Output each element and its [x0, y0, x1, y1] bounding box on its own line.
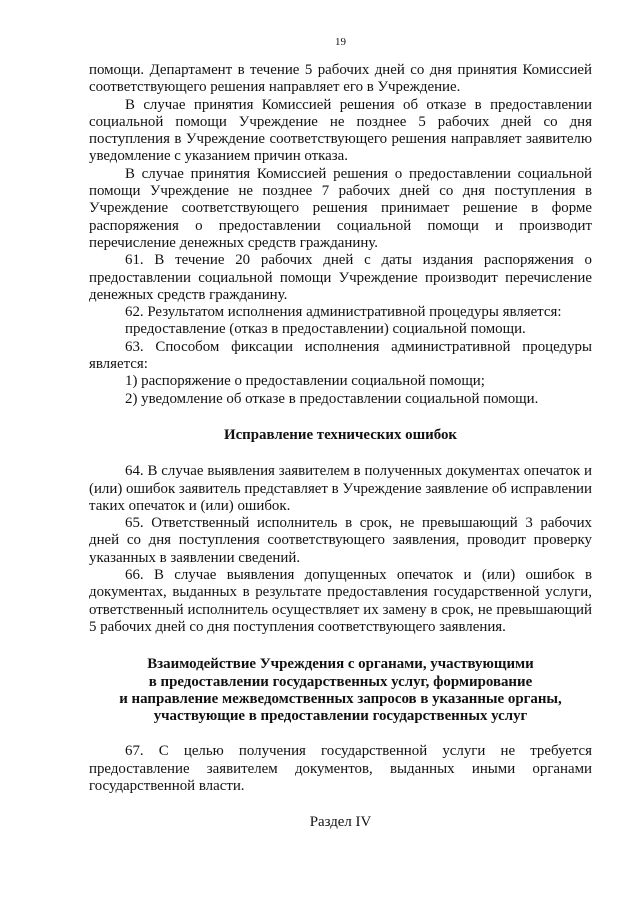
- paragraph-62-result: предоставление (отказ в предоставлении) социальной помощи.: [125, 321, 526, 338]
- heading-interaction: [89, 656, 592, 725]
- heading-interaction-line-3: и направление межведомственных запросов в указанные органы,: [119, 690, 562, 707]
- paragraph-63: 63. Способом фиксации исполнения административной процедуры является:: [89, 338, 592, 373]
- paragraph-64: 64. В случае выявления заявителем в полученных документах опечаток и (или) ошибок заявитель представляет в Учреждение заявление об исправлении таких опечаток и (или) ошибок.: [89, 463, 592, 514]
- heading-interaction-line-4: участвующие в предоставлении государственных услуг: [153, 708, 528, 725]
- heading-technical-errors: Исправление технических ошибок: [223, 426, 458, 443]
- paragraph-refusal: В случае принятия Комиссией решения об отказе в предоставлении социальной помощи Учреждение не позднее 5 рабочих дней со дня поступления в Учреждение соответствующего решения направляет заявителю уведомление с указанием причин отказа.: [89, 96, 592, 165]
- paragraph-66: 66. В случае выявления допущенных опечаток и (или) ошибок в документах, выданных в результате предоставления государственной услуги, ответственный исполнитель осуществляет их замену в срок, не превышающий 5 рабочих дней со дня поступления соответствующего заявления.: [89, 567, 592, 635]
- paragraph-67: 67. С целью получения государственной услуги не требуется предоставление заявителем документов, выданных иными органами государственной власти.: [89, 743, 592, 794]
- section-title: Раздел IV: [309, 814, 372, 831]
- paragraph-61: 61. В течение 20 рабочих дней с даты издания распоряжения о предоставлении социальной помощи Учреждение производит перечисление денежных средств гражданину.: [89, 252, 592, 303]
- heading-interaction-line-1: Взаимодействие Учреждения с органами, участвующими: [147, 656, 534, 673]
- list-item-2: 2) уведомление об отказе в предоставлении социальной помощи.: [125, 390, 539, 407]
- paragraph-65: 65. Ответственный исполнитель в срок, не превышающий 3 рабочих дней со дня поступления соответствующего заявления, проводит проверку указанных в заявлении сведений.: [89, 515, 592, 566]
- list-item-1: 1) распоряжение о предоставлении социальной помощи;: [125, 373, 485, 390]
- paragraph-62: 62. Результатом исполнения административной процедуры является:: [125, 304, 562, 321]
- paragraph-continuation: помощи. Департамент в течение 5 рабочих дней со дня принятия Комиссией соответствующего решения направляет его в Учреждение.: [89, 62, 592, 96]
- heading-interaction-line-2: в предоставлении государственных услуг, формирование: [148, 673, 533, 690]
- paragraph-approval: В случае принятия Комиссией решения о предоставлении социальной помощи Учреждение не позднее 7 рабочих дней со дня поступления в Учреждение соответствующего решения принимает решение в форме распоряжения о предоставлении социальной помощи и производит перечисление денежных средств гражданину.: [89, 165, 592, 251]
- page-number: 19: [335, 36, 346, 48]
